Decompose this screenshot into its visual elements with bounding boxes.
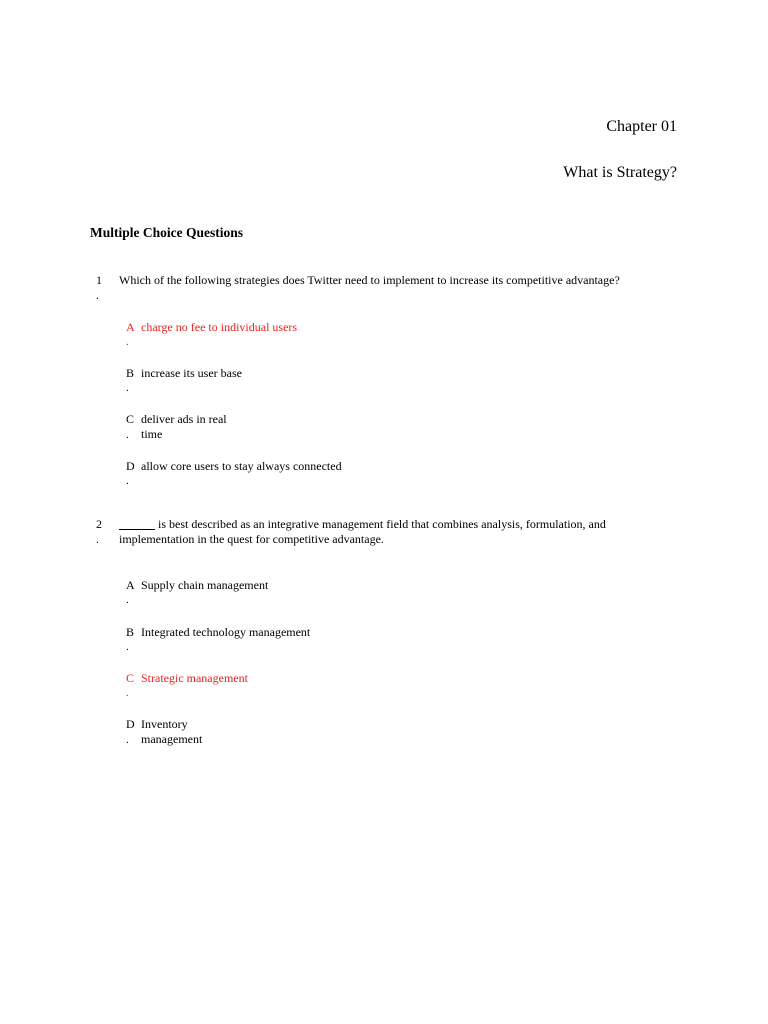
- option-text: Inventory: [141, 717, 188, 731]
- answer-blank: ______: [119, 517, 155, 531]
- question-2-text: [119, 517, 679, 547]
- option-text-line2: time: [141, 427, 163, 441]
- question-2-option-c: [126, 671, 248, 699]
- option-continuation: [126, 427, 227, 443]
- question-1-option-d: [126, 459, 342, 487]
- option-text: charge no fee to individual users: [141, 320, 298, 334]
- option-dot: .: [126, 641, 129, 653]
- question-1-option-c: [126, 412, 227, 443]
- option-text: allow core users to stay always connected: [141, 459, 342, 473]
- question-1-option-a: [126, 320, 297, 348]
- option-dot: .: [126, 382, 129, 394]
- option-letter: D: [126, 459, 135, 473]
- option-letter: C: [126, 412, 135, 426]
- question-number: 2: [96, 517, 102, 531]
- question-2-option-b: [126, 625, 310, 653]
- question-number: 1: [96, 273, 102, 287]
- option-dot: .: [126, 336, 129, 348]
- chapter-label: Chapter 01: [606, 118, 677, 135]
- page-title: What is Strategy?: [563, 164, 677, 181]
- option-letter: C: [126, 671, 135, 685]
- option-letter: A: [126, 320, 135, 334]
- section-heading: Multiple Choice Questions: [90, 225, 244, 240]
- question-number-dot: .: [96, 290, 99, 302]
- question-1-option-b: [126, 366, 242, 394]
- option-text: Supply chain management: [141, 578, 269, 592]
- option-dot: .: [126, 475, 129, 487]
- option-dot: .: [126, 594, 129, 606]
- option-dot: .: [126, 734, 129, 746]
- option-dot: .: [126, 429, 129, 441]
- option-letter: B: [126, 625, 135, 639]
- question-text: is best described as an integrative management field that combines analysis, formulation, and implementation in the quest for competitive advantage.: [119, 517, 606, 546]
- option-text: deliver ads in real: [141, 412, 227, 426]
- question-2-number: [96, 517, 106, 546]
- option-text: Strategic management: [141, 671, 248, 685]
- option-text: increase its user base: [141, 366, 242, 380]
- question-1-text: Which of the following strategies does Twitter need to implement to increase its competitive advantage?: [119, 273, 620, 287]
- option-letter: D: [126, 717, 135, 731]
- option-text-line2: management: [141, 732, 203, 746]
- option-text: Integrated technology management: [141, 625, 311, 639]
- option-dot: .: [126, 687, 129, 699]
- question-number-dot: .: [96, 534, 99, 546]
- option-continuation: [126, 732, 202, 748]
- question-1-number: [96, 273, 106, 302]
- question-2-option-a: [126, 578, 268, 606]
- option-letter: A: [126, 578, 135, 592]
- option-letter: B: [126, 366, 135, 380]
- question-2-option-d: [126, 717, 202, 748]
